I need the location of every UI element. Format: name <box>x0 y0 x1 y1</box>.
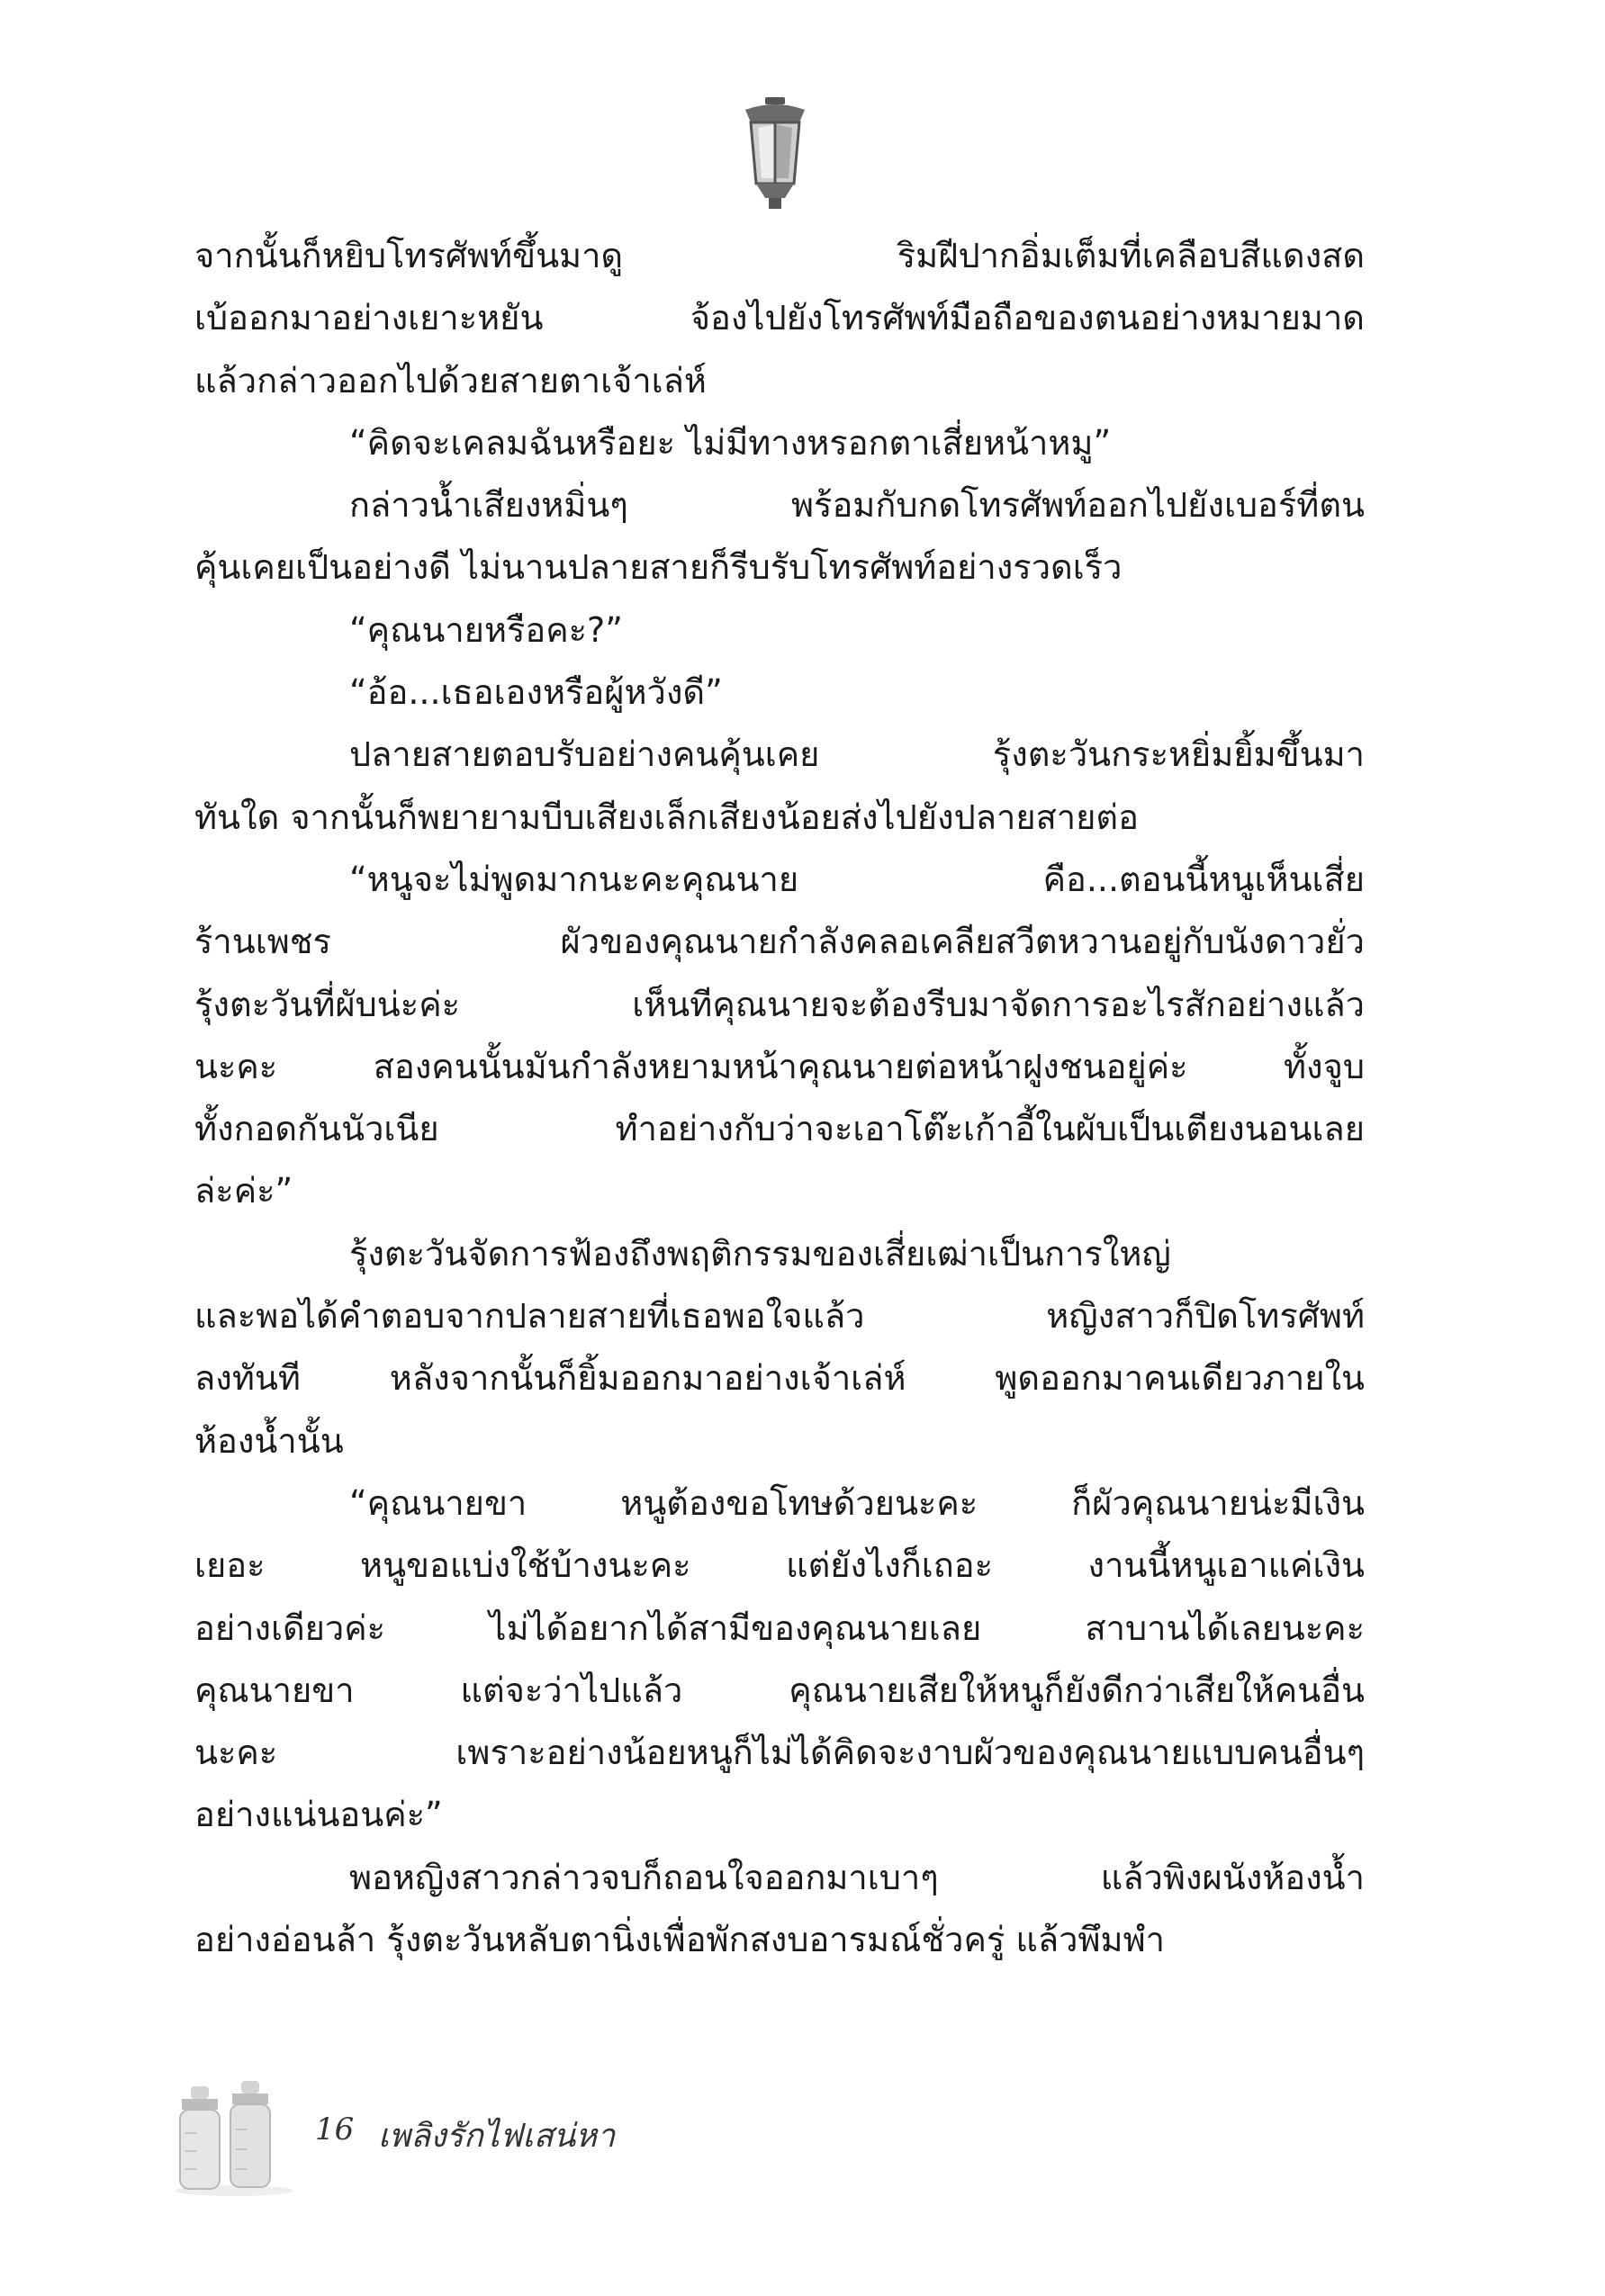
lantern-icon <box>738 97 812 212</box>
text-line: “หนูจะไม่พูดมากนะคะคุณนาย คือ...ตอนนี้หนูเห็นเสี่ย <box>349 859 1365 899</box>
text-line: “คุณนายหรือคะ?” <box>349 609 623 650</box>
text-line: แล้วกล่าวออกไปด้วยสายตาเจ้าเล่ห์ <box>194 360 707 401</box>
text-line: “คิดจะเคลมฉันหรือยะ ไม่มีทางหรอกตาเสี่ยหน้าหมู” <box>349 422 1112 463</box>
text-line: “คุณนายขา หนูต้องขอโทษด้วยนะคะ ก็ผัวคุณนายน่ะมีเงิน <box>349 1482 1365 1523</box>
text-line: ร้านเพชร ผัวของคุณนายกำลังคลอเคลียสวีตหวานอยู่กับนังดาวยั่ว <box>194 922 1365 962</box>
text-line: เบ้ออกมาอย่างเยาะหยัน จ้องไปยังโทรศัพท์มือถือของตนอย่างหมายมาด <box>194 298 1365 338</box>
text-line: นะคะ เพราะอย่างน้อยหนูก็ไม่ได้คิดจะงาบผัวของคุณนายแบบคนอื่นๆ <box>194 1733 1365 1773</box>
text-line: “อ้อ...เธอเองหรือผู้หวังดี” <box>349 672 723 713</box>
page-number: 16 <box>315 2111 355 2147</box>
page-footer <box>171 2079 801 2196</box>
text-line: คุณนายขา แต่จะว่าไปแล้ว คุณนายเสียให้หนูก็ยังดีกว่าเสียให้คนอื่น <box>194 1670 1365 1710</box>
text-line: อย่างแน่นอนค่ะ” <box>194 1795 443 1835</box>
text-line: กล่าวน้ำเสียงหมิ่นๆ พร้อมกับกดโทรศัพท์ออกไปยังเบอร์ที่ตน <box>349 485 1365 526</box>
baby-bottles-icon <box>171 2079 306 2196</box>
text-line: เยอะ หนูขอแบ่งใช้บ้างนะคะ แต่ยังไงก็เถอะ งานนี้หนูเอาแค่เงิน <box>194 1545 1365 1586</box>
book-title: เพลิงรักไฟเสน่หา <box>378 2118 616 2155</box>
text-line: อย่างอ่อนล้า รุ้งตะวันหลับตานิ่งเพื่อพักสงบอารมณ์ชั่วครู่ แล้วพึมพำ <box>194 1920 1165 1960</box>
text-line: อย่างเดียวค่ะ ไม่ได้อยากได้สามีของคุณนายเลย สาบานได้เลยนะคะ <box>194 1607 1365 1648</box>
text-line: ล่ะค่ะ” <box>194 1171 293 1211</box>
text-line: รุ้งตะวันที่ผับน่ะค่ะ เห็นทีคุณนายจะต้องรีบมาจัดการอะไรสักอย่างแล้ว <box>194 984 1365 1024</box>
story-text <box>194 225 1365 1971</box>
text-line: ปลายสายตอบรับอย่างคนคุ้นเคย รุ้งตะวันกระหยิ่มยิ้มขึ้นมา <box>349 734 1365 775</box>
text-line: ทันใด จากนั้นก็พยายามบีบเสียงเล็กเสียงน้อยส่งไปยังปลายสายต่อ <box>194 797 1139 837</box>
text-line: นะคะ สองคนนั้นมันกำลังหยามหน้าคุณนายต่อหน้าฝูงชนอยู่ค่ะ ทั้งจูบ <box>194 1046 1365 1086</box>
text-line: ห้องน้ำนั้น <box>194 1420 344 1461</box>
text-line: ทั้งกอดกันนัวเนีย ทำอย่างกับว่าจะเอาโต๊ะเก้าอี้ในผับเป็นเตียงนอนเลย <box>194 1109 1365 1149</box>
text-line: พอหญิงสาวกล่าวจบก็ถอนใจออกมาเบาๆ แล้วพิงผนังห้องน้ำ <box>349 1857 1365 1897</box>
text-line: คุ้นเคยเป็นอย่างดี ไม่นานปลายสายก็รีบรับโทรศัพท์อย่างรวดเร็ว <box>194 547 1123 588</box>
text-line: และพอได้คำตอบจากปลายสายที่เธอพอใจแล้ว หญิงสาวก็ปิดโทรศัพท์ <box>194 1296 1365 1337</box>
text-line: รุ้งตะวันจัดการฟ้องถึงพฤติกรรมของเสี่ยเฒ่าเป็นการใหญ่ <box>349 1233 1171 1274</box>
text-line: ลงทันที หลังจากนั้นก็ยิ้มออกมาอย่างเจ้าเล่ห์ พูดออกมาคนเดียวภายใน <box>194 1358 1365 1399</box>
text-line: จากนั้นก็หยิบโทรศัพท์ขึ้นมาดู ริมฝีปากอิ่มเต็มที่เคลือบสีแดงสด <box>194 236 1365 275</box>
